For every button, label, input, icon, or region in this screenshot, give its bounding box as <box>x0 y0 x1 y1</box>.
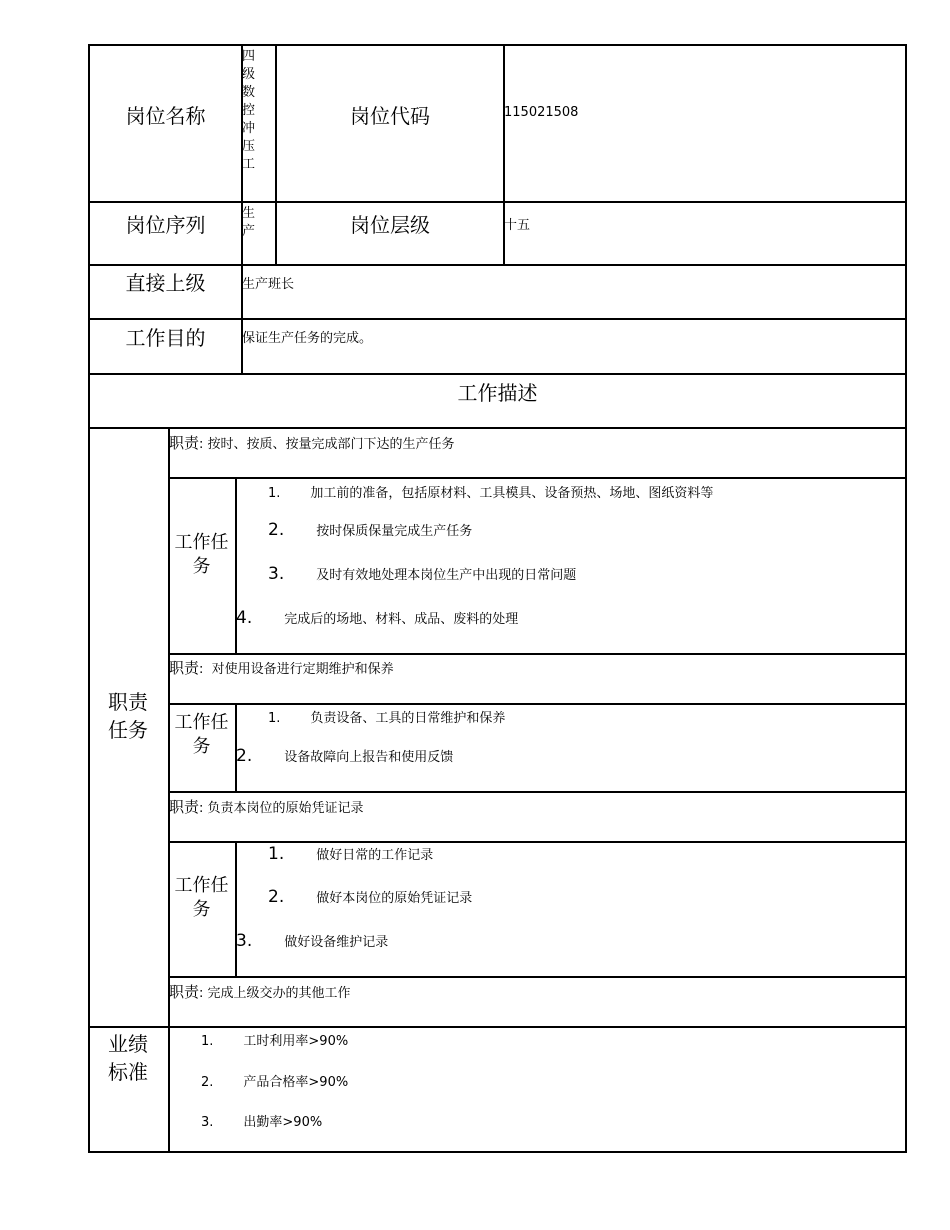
task-text: 及时有效地处理本岗位生产中出现的日常问题 <box>316 568 577 583</box>
task-item <box>236 931 388 951</box>
task-item <box>268 564 576 584</box>
task-number: 1. <box>268 486 281 501</box>
row-divider <box>168 703 907 705</box>
duty-row: 职责: 对使用设备进行定期维护和保养 <box>169 659 394 677</box>
purpose-label: 工作目的 <box>125 326 206 350</box>
row-divider <box>88 427 907 429</box>
task-label: 工作任务 <box>174 875 229 920</box>
performance-item <box>201 1071 348 1090</box>
duty-row: 职责: 按时、按质、按量完成部门下达的生产任务 <box>169 434 455 452</box>
performance-item <box>201 1030 348 1049</box>
superior-value: 生产班长 <box>242 277 295 292</box>
row-divider <box>88 1026 907 1028</box>
task-text: 设备故障向上报告和使用反馈 <box>284 750 454 765</box>
task-text: 负责设备、工具的日常维护和保养 <box>310 711 506 726</box>
task-text: 做好设备维护记录 <box>284 935 389 950</box>
row-divider <box>168 841 907 843</box>
performance-text: 出勤率>90% <box>243 1115 323 1130</box>
performance-number: 2. <box>201 1075 214 1090</box>
row-divider <box>168 976 907 978</box>
duty-text: 对使用设备进行定期维护和保养 <box>211 662 394 677</box>
task-text: 按时保质保量完成生产任务 <box>316 524 473 539</box>
row-divider <box>88 264 907 266</box>
post-name-value: 四级数控冲压工 <box>242 49 256 172</box>
col-divider <box>235 841 237 976</box>
duty-row: 职责: 负责本岗位的原始凭证记录 <box>169 798 364 816</box>
task-item <box>268 707 505 726</box>
task-item <box>268 844 433 864</box>
task-number: 2. <box>268 520 285 540</box>
task-label: 工作任务 <box>174 712 229 757</box>
performance-number: 1. <box>201 1034 214 1049</box>
task-text: 做好日常的工作记录 <box>316 848 434 863</box>
task-number: 2. <box>236 746 253 766</box>
description-title: 工作描述 <box>457 381 538 405</box>
post-level-value: 十五 <box>504 218 531 233</box>
superior-label: 直接上级 <box>125 271 206 295</box>
post-code-label: 岗位代码 <box>350 104 430 128</box>
performance-text: 产品合格率>90% <box>243 1075 349 1090</box>
duty-prefix: 职责 <box>169 798 200 816</box>
post-name-label: 岗位名称 <box>125 104 206 128</box>
task-item <box>268 887 472 907</box>
task-number: 2. <box>268 887 285 907</box>
row-divider <box>88 201 907 203</box>
duty-text: 负责本岗位的原始凭证记录 <box>207 801 364 816</box>
task-item <box>236 608 518 628</box>
row-divider <box>88 373 907 375</box>
post-code-value: 115021508 <box>504 105 579 120</box>
task-number: 3. <box>268 564 285 584</box>
post-series-label: 岗位序列 <box>125 213 206 237</box>
task-text: 加工前的准备，包括原材料、工具模具、设备预热、场地、图纸资料等 <box>310 486 714 501</box>
performance-text: 工时利用率>90% <box>243 1034 349 1049</box>
task-number: 1. <box>268 844 285 864</box>
task-number: 1. <box>268 711 281 726</box>
performance-item <box>201 1111 322 1130</box>
row-divider <box>168 653 907 655</box>
task-label: 工作任务 <box>174 532 229 577</box>
post-series-value: 生产 <box>242 206 256 239</box>
task-text: 完成后的场地、材料、成品、废料的处理 <box>284 612 519 627</box>
performance-number: 3. <box>201 1115 214 1130</box>
duty-prefix: 职责 <box>169 983 200 1001</box>
task-item <box>268 482 713 501</box>
task-text: 做好本岗位的原始凭证记录 <box>316 891 473 906</box>
duty-text: 按时、按质、按量完成部门下达的生产任务 <box>207 437 455 452</box>
duty-row: 职责: 完成上级交办的其他工作 <box>169 983 351 1001</box>
task-item <box>268 520 472 540</box>
duties-label: 职责任务 <box>108 690 148 742</box>
duty-text: 完成上级交办的其他工作 <box>207 986 351 1001</box>
task-number: 3. <box>236 931 253 951</box>
task-item <box>236 746 453 766</box>
task-number: 4. <box>236 608 253 628</box>
post-level-label: 岗位层级 <box>350 213 430 237</box>
performance-label: 业绩标准 <box>108 1032 148 1084</box>
duty-prefix: 职责 <box>169 659 200 677</box>
row-divider <box>88 318 907 320</box>
row-divider <box>168 477 907 479</box>
purpose-value: 保证生产任务的完成。 <box>242 331 373 346</box>
row-divider <box>168 791 907 793</box>
duty-prefix: 职责 <box>169 434 200 452</box>
